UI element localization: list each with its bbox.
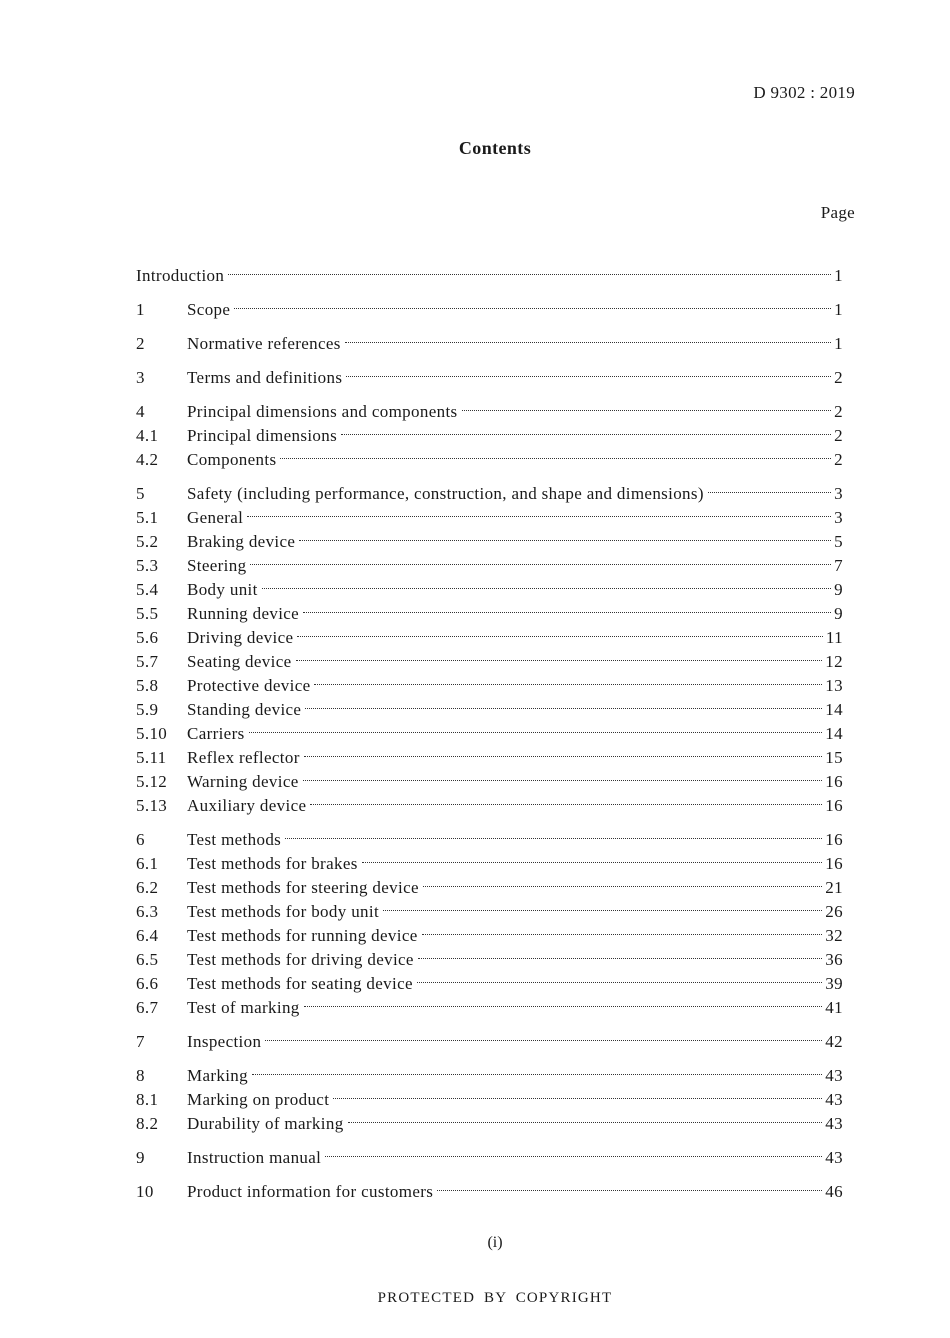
- toc-entry[interactable]: [136, 722, 843, 746]
- toc-entry-number: 4: [136, 402, 145, 421]
- table-of-contents: [136, 264, 843, 1214]
- toc-entry-page: 1: [834, 300, 843, 319]
- toc-entry-number: 5.6: [136, 628, 159, 647]
- toc-entry-title[interactable]: Test methods for driving device: [187, 950, 414, 969]
- toc-entry-number: 4.2: [136, 450, 159, 469]
- toc-entry-number: 5.2: [136, 532, 159, 551]
- toc-entry-number: 8.2: [136, 1114, 159, 1133]
- toc-entry-page: 41: [825, 998, 843, 1017]
- toc-entry-title[interactable]: Introduction: [136, 266, 225, 285]
- dot-leader: [417, 982, 822, 983]
- toc-entry-page: 2: [834, 450, 843, 469]
- toc-entry[interactable]: [136, 972, 843, 996]
- toc-entry-page: 36: [825, 950, 843, 969]
- dot-leader: [280, 458, 831, 459]
- dot-leader: [333, 1098, 822, 1099]
- toc-entry-number: 6.5: [136, 950, 159, 969]
- toc-group: [136, 366, 843, 390]
- toc-entry-page: 12: [825, 652, 843, 671]
- toc-entry-number: 2: [136, 334, 145, 353]
- toc-entry[interactable]: [136, 876, 843, 900]
- dot-leader: [314, 684, 822, 685]
- toc-entry-title[interactable]: Reflex reflector: [187, 748, 300, 767]
- toc-entry[interactable]: [136, 1146, 843, 1170]
- toc-entry-number: 5.5: [136, 604, 159, 623]
- toc-entry-page: 43: [825, 1090, 843, 1109]
- page-column-header: Page: [820, 203, 855, 222]
- toc-entry[interactable]: [136, 530, 843, 554]
- toc-entry-page: 5: [834, 532, 843, 551]
- dot-leader: [362, 862, 823, 863]
- dot-leader: [252, 1074, 822, 1075]
- toc-entry-number: 5.7: [136, 652, 159, 671]
- toc-entry[interactable]: [136, 1064, 843, 1088]
- toc-entry-number: 5.1: [136, 508, 159, 527]
- toc-entry-page: 26: [825, 902, 843, 921]
- toc-entry-title[interactable]: Test methods for body unit: [187, 902, 380, 921]
- toc-entry-title[interactable]: Product information for customers: [187, 1182, 434, 1201]
- toc-entry-number: 5.9: [136, 700, 159, 719]
- toc-entry-number: 6.3: [136, 902, 159, 921]
- toc-entry-page: 7: [834, 556, 843, 575]
- toc-entry-title[interactable]: Steering: [187, 556, 247, 575]
- toc-entry[interactable]: [136, 996, 843, 1020]
- toc-entry-title[interactable]: Marking on product: [187, 1090, 330, 1109]
- dot-leader: [462, 410, 832, 411]
- toc-entry-number: 6.2: [136, 878, 159, 897]
- toc-group: [136, 482, 843, 818]
- toc-group: [136, 1064, 843, 1136]
- toc-entry-number: 5.10: [136, 724, 168, 743]
- toc-entry[interactable]: [136, 828, 843, 852]
- toc-entry-page: 9: [834, 580, 843, 599]
- toc-entry-page: 16: [825, 830, 843, 849]
- toc-entry-title[interactable]: Principal dimensions and components: [187, 402, 458, 421]
- toc-entry-page: 3: [834, 508, 843, 527]
- toc-entry[interactable]: [136, 366, 843, 390]
- toc-entry[interactable]: [136, 852, 843, 876]
- toc-entry[interactable]: [136, 770, 843, 794]
- toc-entry-page: 15: [825, 748, 843, 767]
- toc-entry[interactable]: [136, 900, 843, 924]
- toc-entry-title[interactable]: Instruction manual: [187, 1148, 322, 1167]
- dot-leader: [348, 1122, 823, 1123]
- dot-leader: [303, 612, 831, 613]
- dot-leader: [250, 564, 831, 565]
- toc-entry-number: 6.1: [136, 854, 159, 873]
- toc-entry-title[interactable]: Test methods for seating device: [187, 974, 413, 993]
- toc-group: [136, 828, 843, 1020]
- toc-entry-title[interactable]: Durability of marking: [187, 1114, 344, 1133]
- toc-entry-page: 43: [825, 1066, 843, 1085]
- toc-entry[interactable]: [136, 448, 843, 472]
- toc-entry[interactable]: [136, 264, 843, 288]
- dot-leader: [262, 588, 831, 589]
- dot-leader: [341, 434, 831, 435]
- toc-entry-page: 9: [834, 604, 843, 623]
- toc-entry[interactable]: [136, 650, 843, 674]
- toc-entry-title[interactable]: Terms and definitions: [187, 368, 343, 387]
- toc-entry-number: 5.12: [136, 772, 168, 791]
- toc-entry-page: 16: [825, 772, 843, 791]
- toc-group: [136, 400, 843, 472]
- dot-leader: [228, 274, 831, 275]
- dot-leader: [285, 838, 822, 839]
- page-title: Contents: [458, 138, 532, 158]
- toc-entry-number: 6.6: [136, 974, 159, 993]
- toc-entry[interactable]: [136, 400, 843, 424]
- toc-group: [136, 1030, 843, 1054]
- toc-entry-page: 1: [834, 334, 843, 353]
- toc-entry-page: 13: [825, 676, 843, 695]
- toc-entry[interactable]: [136, 1180, 843, 1204]
- toc-entry[interactable]: [136, 924, 843, 948]
- toc-entry[interactable]: [136, 794, 843, 818]
- dot-leader: [305, 708, 822, 709]
- toc-entry-title[interactable]: Auxiliary device: [187, 796, 307, 815]
- toc-entry[interactable]: [136, 1112, 843, 1136]
- toc-entry-number: 5.8: [136, 676, 159, 695]
- toc-entry-page: 2: [834, 402, 843, 421]
- toc-entry[interactable]: [136, 746, 843, 770]
- dot-leader: [299, 540, 831, 541]
- toc-entry-page: 46: [825, 1182, 843, 1201]
- dot-leader: [234, 308, 831, 309]
- toc-entry[interactable]: [136, 674, 843, 698]
- toc-entry-page: 2: [834, 426, 843, 445]
- toc-entry-number: 3: [136, 368, 145, 387]
- toc-entry-title[interactable]: General: [187, 508, 244, 527]
- toc-group: [136, 298, 843, 322]
- toc-entry-title[interactable]: Carriers: [187, 724, 245, 743]
- dot-leader: [310, 804, 822, 805]
- toc-entry[interactable]: [136, 298, 843, 322]
- toc-entry-title[interactable]: Principal dimensions: [187, 426, 338, 445]
- toc-entry-page: 32: [825, 926, 843, 945]
- toc-group: [136, 1146, 843, 1170]
- toc-entry-title[interactable]: Safety (including performance, construction, and shape and dimensions): [187, 484, 704, 503]
- toc-group: [136, 1180, 843, 1204]
- toc-entry-title[interactable]: Test of marking: [187, 998, 300, 1017]
- toc-entry[interactable]: [136, 1088, 843, 1112]
- toc-entry-title[interactable]: Driving device: [187, 628, 294, 647]
- toc-entry-title[interactable]: Running device: [187, 604, 300, 623]
- toc-entry[interactable]: [136, 626, 843, 650]
- toc-entry-number: 9: [136, 1148, 145, 1167]
- toc-entry-number: 5: [136, 484, 145, 503]
- toc-entry-page: 21: [825, 878, 843, 897]
- copyright-notice: PROTECTED BY COPYRIGHT: [377, 1290, 613, 1306]
- toc-entry-title[interactable]: Test methods for steering device: [187, 878, 419, 897]
- toc-entry-page: 42: [825, 1032, 843, 1051]
- toc-entry-title[interactable]: Inspection: [187, 1032, 262, 1051]
- toc-entry-page: 14: [825, 724, 843, 743]
- toc-entry-number: 10: [136, 1182, 154, 1201]
- toc-entry-number: 6: [136, 830, 145, 849]
- toc-entry-page: 3: [834, 484, 843, 503]
- document-id: D 9302 : 2019: [753, 83, 855, 102]
- toc-entry-page: 16: [825, 796, 843, 815]
- toc-entry-number: 5.3: [136, 556, 159, 575]
- dot-leader: [345, 342, 831, 343]
- toc-entry-number: 8.1: [136, 1090, 159, 1109]
- toc-group: [136, 332, 843, 356]
- dot-leader: [423, 886, 822, 887]
- toc-entry-title[interactable]: Braking device: [187, 532, 296, 551]
- toc-entry-number: 1: [136, 300, 145, 319]
- toc-entry-page: 2: [834, 368, 843, 387]
- toc-entry-page: 43: [825, 1148, 843, 1167]
- dot-leader: [303, 780, 823, 781]
- dot-leader: [422, 934, 823, 935]
- toc-entry[interactable]: [136, 482, 843, 506]
- toc-entry-title[interactable]: Marking: [187, 1066, 248, 1085]
- toc-entry[interactable]: [136, 1030, 843, 1054]
- dot-leader: [265, 1040, 822, 1041]
- dot-leader: [247, 516, 831, 517]
- toc-entry-page: 43: [825, 1114, 843, 1133]
- toc-entry[interactable]: [136, 332, 843, 356]
- dot-leader: [304, 756, 823, 757]
- toc-entry[interactable]: [136, 554, 843, 578]
- dot-leader: [296, 660, 823, 661]
- toc-entry-number: 5.11: [136, 748, 167, 767]
- toc-entry-number: 6.7: [136, 998, 159, 1017]
- toc-entry-page: 14: [825, 700, 843, 719]
- dot-leader: [346, 376, 831, 377]
- toc-entry-number: 7: [136, 1032, 145, 1051]
- toc-entry-number: 4.1: [136, 426, 159, 445]
- toc-entry-number: 5.13: [136, 796, 168, 815]
- dot-leader: [304, 1006, 823, 1007]
- toc-entry-title[interactable]: Test methods for running device: [187, 926, 418, 945]
- toc-entry-title[interactable]: Normative references: [187, 334, 341, 353]
- toc-entry-page: 39: [825, 974, 843, 993]
- toc-entry-title[interactable]: Test methods for brakes: [187, 854, 358, 873]
- toc-entry[interactable]: [136, 424, 843, 448]
- toc-entry-page: 11: [825, 628, 843, 647]
- toc-entry[interactable]: [136, 506, 843, 530]
- toc-entry-title[interactable]: Seating device: [187, 652, 292, 671]
- toc-entry-title[interactable]: Warning device: [187, 772, 299, 791]
- toc-entry-title[interactable]: Protective device: [187, 676, 311, 695]
- toc-entry-title[interactable]: Scope: [187, 300, 231, 319]
- toc-entry[interactable]: [136, 602, 843, 626]
- toc-entry-page: 1: [834, 266, 843, 285]
- dot-leader: [297, 636, 823, 637]
- toc-entry-title[interactable]: Components: [187, 450, 277, 469]
- toc-entry-title[interactable]: Test methods: [187, 830, 282, 849]
- dot-leader: [418, 958, 822, 959]
- toc-entry-number: 5.4: [136, 580, 159, 599]
- dot-leader: [325, 1156, 822, 1157]
- toc-entry[interactable]: [136, 698, 843, 722]
- toc-group: [136, 264, 843, 288]
- dot-leader: [437, 1190, 822, 1191]
- toc-entry-page: 16: [825, 854, 843, 873]
- toc-entry-number: 6.4: [136, 926, 159, 945]
- dot-leader: [708, 492, 831, 493]
- dot-leader: [249, 732, 823, 733]
- toc-entry[interactable]: [136, 948, 843, 972]
- toc-entry[interactable]: [136, 578, 843, 602]
- dot-leader: [383, 910, 822, 911]
- toc-entry-title[interactable]: Body unit: [187, 580, 258, 599]
- page-number: (i): [487, 1234, 503, 1251]
- toc-entry-title[interactable]: Standing device: [187, 700, 302, 719]
- toc-entry-number: 8: [136, 1066, 145, 1085]
